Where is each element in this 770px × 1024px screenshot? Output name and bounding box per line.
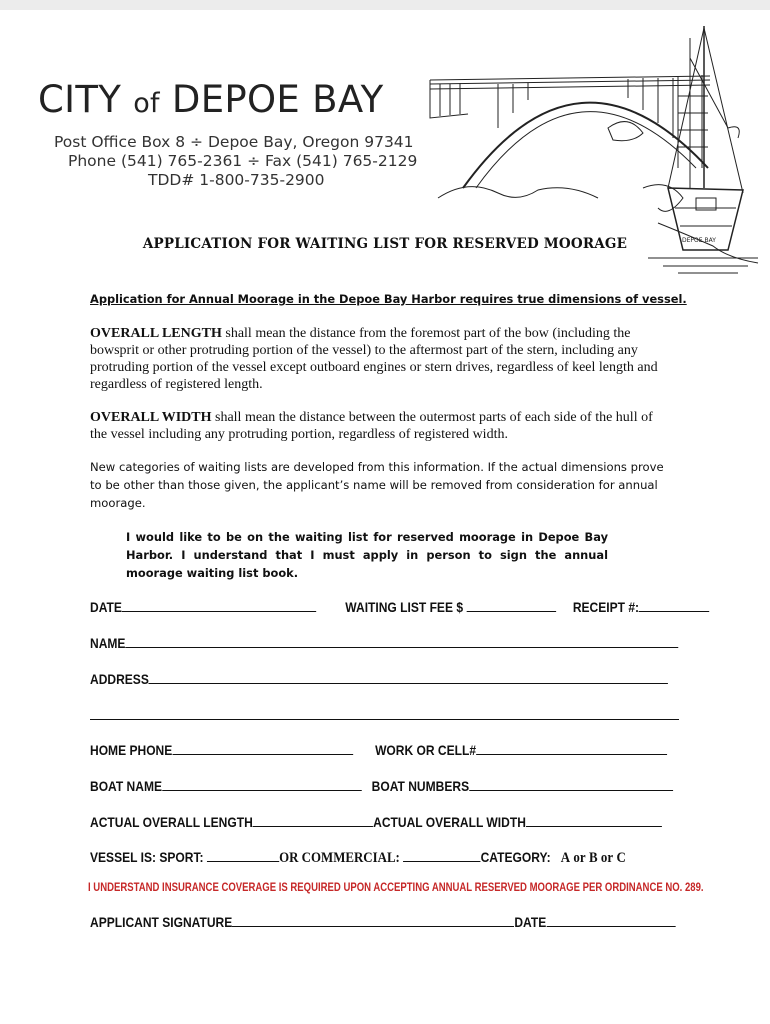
org-name: CITY of DEPOE BAY xyxy=(38,78,384,121)
home-phone-label: HOME PHONE xyxy=(90,742,173,758)
boat-name-label: BOAT NAME xyxy=(90,778,163,794)
receipt-label: RECEIPT #: xyxy=(572,599,640,615)
overall-length-text: shall mean the distance from the foremost part of the bow (including the bowsprit or other protruding portion of the vessel) to the aftermost part of the stern, including any protruding portion of the vessel except outboard engines or stern drives, regardless of keel length and regardless of registered length. xyxy=(90,326,658,392)
commercial-label: OR COMMERCIAL: xyxy=(279,850,400,866)
fee-field[interactable] xyxy=(466,599,555,612)
boat-sign-text: DEPOE BAY xyxy=(682,237,716,244)
home-phone-field[interactable] xyxy=(172,742,353,755)
width-field[interactable] xyxy=(526,814,662,827)
name-label: NAME xyxy=(90,635,126,651)
date-label: DATE xyxy=(90,599,122,615)
address-field[interactable] xyxy=(149,671,668,684)
waiting-list-statement: I would like to be on the waiting list for reserved moorage in Depoe Bay Harbor. I understand that I must apply in person to sign the annual moorage waiting list book. xyxy=(126,530,608,580)
category-c[interactable]: C xyxy=(616,850,626,866)
insurance-notice: I UNDERSTAND INSURANCE COVERAGE IS REQUIRED UPON ACCEPTING ANNUAL RESERVED MOORAGE PER ORDINANCE NO. 289. xyxy=(88,882,704,894)
category-label: CATEGORY: xyxy=(480,849,551,865)
row-dimensions xyxy=(90,814,662,830)
org-address: Post Office Box 8 ÷ Depoe Bay, Oregon 97341 xyxy=(54,133,414,151)
sport-field[interactable] xyxy=(207,849,279,862)
category-b[interactable]: B xyxy=(588,850,598,866)
width-label: ACTUAL OVERALL WIDTH xyxy=(373,814,526,830)
org-phones: Phone (541) 765-2361 ÷ Fax (541) 765-2129 xyxy=(68,152,418,170)
row-boat xyxy=(90,778,673,794)
signature-label: APPLICANT SIGNATURE xyxy=(90,914,233,930)
signature-date-field[interactable] xyxy=(546,914,675,927)
boat-numbers-label: BOAT NUMBERS xyxy=(371,778,470,794)
boat-name-field[interactable] xyxy=(162,778,362,791)
category-a[interactable]: A xyxy=(560,850,571,866)
address-line-2[interactable] xyxy=(90,719,679,720)
categories-note: New categories of waiting lists are developed from this information. If the actual dimensions prove to be other than those given, the applicant’s name will be removed from consideration for annual moorage. xyxy=(90,460,664,510)
row-address xyxy=(90,671,668,687)
overall-length-term: OVERALL LENGTH xyxy=(90,326,222,341)
overall-length-definition xyxy=(90,325,670,393)
overall-width-definition xyxy=(90,409,670,443)
intro-heading: Application for Annual Moorage in the Depoe Bay Harbor requires true dimensions of vessel. xyxy=(90,292,687,306)
signature-field[interactable] xyxy=(232,914,514,927)
row-signature xyxy=(90,914,675,930)
row-date-fee-receipt xyxy=(90,599,710,615)
address-label: ADDRESS xyxy=(90,671,149,687)
receipt-field[interactable] xyxy=(639,599,710,612)
form-title: APPLICATION FOR WAITING LIST FOR RESERVED MOORAGE xyxy=(142,236,628,252)
scan-top-strip xyxy=(0,0,770,10)
org-tdd: TDD# 1-800-735-2900 xyxy=(148,171,325,189)
row-phones xyxy=(90,742,667,758)
date-field[interactable] xyxy=(122,599,316,612)
work-cell-label: WORK OR CELL# xyxy=(375,742,477,758)
work-cell-field[interactable] xyxy=(476,742,667,755)
commercial-field[interactable] xyxy=(403,849,480,862)
fee-label: WAITING LIST FEE $ xyxy=(345,599,464,615)
length-field[interactable] xyxy=(253,814,373,827)
category-or-2: or xyxy=(600,850,614,866)
signature-date-label: DATE xyxy=(514,914,547,930)
category-or-1: or xyxy=(573,850,586,866)
overall-width-text: shall mean the distance between the outermost parts of each side of the hull of the vessel including any protruding portion, regardless of registered width. xyxy=(90,410,653,442)
overall-width-term: OVERALL WIDTH xyxy=(90,410,212,425)
row-name xyxy=(90,635,678,651)
boat-numbers-field[interactable] xyxy=(469,778,673,791)
vessel-sport-label: VESSEL IS: SPORT: xyxy=(90,849,204,865)
name-field[interactable] xyxy=(125,635,678,648)
length-label: ACTUAL OVERALL LENGTH xyxy=(90,814,253,830)
row-vessel-type xyxy=(90,849,626,867)
